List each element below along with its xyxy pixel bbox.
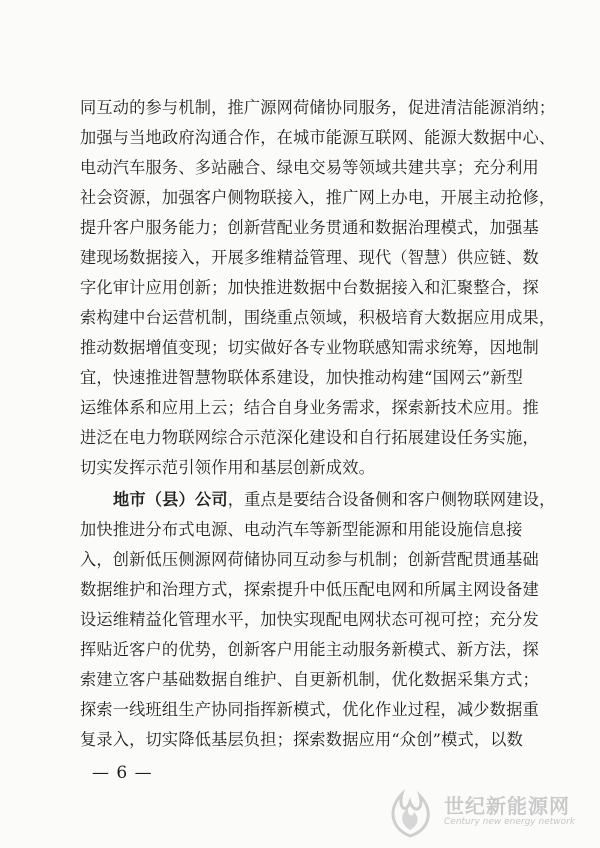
text-span: ，重点是要结合设备侧和客户侧物联网建设， bbox=[227, 490, 556, 509]
text-line: 加快推进分布式电源、电动汽车等新型能源和用能设施信息接 bbox=[80, 520, 523, 539]
text-line: 探索一线班组生产协同指挥新模式，优化作业过程，减少数据重 bbox=[80, 700, 539, 719]
text-line: 同互动的参与机制，推广源网荷储协同服务，促进清洁能源消纳； bbox=[80, 98, 556, 117]
text-line: 字化审计应用创新；加快推进数据中台数据接入和汇聚整合，探 bbox=[80, 278, 539, 297]
section-heading: 地市（县）公司 bbox=[113, 490, 228, 509]
text-line: 进泛在电力物联网综合示范深化建设和自行拓展建设任务实施， bbox=[80, 428, 539, 447]
text-line: 推动数据增值变现；切实做好各专业物联感知需求统筹，因地制 bbox=[80, 338, 539, 357]
text-line: 宜，快速推进智慧物联体系建设，加快推动构建“国网云”新型 bbox=[80, 368, 524, 387]
page-number: — 6 — bbox=[92, 763, 153, 783]
text-line: 入，创新低压侧源网荷储协同互动参与机制；创新营配贯通基础 bbox=[80, 550, 539, 569]
flame-swirl-logo-icon bbox=[380, 784, 440, 840]
text-line: 索构建中台运营机制，围绕重点领域，积极培育大数据应用成果， bbox=[80, 308, 556, 327]
text-line bbox=[113, 489, 573, 511]
text-line: 数据维护和治理方式，探索提升中低压配电网和所属主网设备建 bbox=[80, 580, 539, 599]
text-line: 复录入，切实降低基层负担；探索数据应用“众创”模式，以数 bbox=[80, 730, 524, 749]
text-line: 提升客户服务能力；创新营配业务贯通和数据治理模式，加强基 bbox=[80, 218, 539, 237]
text-line: 索建立客户基础数据自维护、自更新机制，优化数据采集方式； bbox=[80, 670, 539, 689]
text-line: 加强与当地政府沟通合作，在城市能源互联网、能源大数据中心、 bbox=[80, 128, 556, 147]
text-line: 电动汽车服务、多站融合、绿电交易等领域共建共享；充分利用 bbox=[80, 158, 539, 177]
text-line: 社会资源，加强客户侧物联接入，推广网上办电，开展主动抢修， bbox=[80, 188, 556, 207]
text-line: 挥贴近客户的优势，创新客户用能主动服务新模式、新方法，探 bbox=[80, 640, 539, 659]
text-line: 切实发挥示范引领作用和基层创新成效。 bbox=[80, 458, 375, 477]
watermark-text: 世纪新能源网 bbox=[444, 794, 570, 818]
watermark bbox=[380, 784, 590, 840]
text-line: 建现场数据接入，开展多维精益管理、现代（智慧）供应链、数 bbox=[80, 248, 539, 267]
watermark-subtext: Century new energy network bbox=[444, 817, 576, 827]
text-line: 设运维精益化管理水平，加快实现配电网状态可视可控；充分发 bbox=[80, 610, 539, 629]
text-line: 运维体系和应用上云；结合自身业务需求，探索新技术应用。推 bbox=[80, 398, 539, 417]
